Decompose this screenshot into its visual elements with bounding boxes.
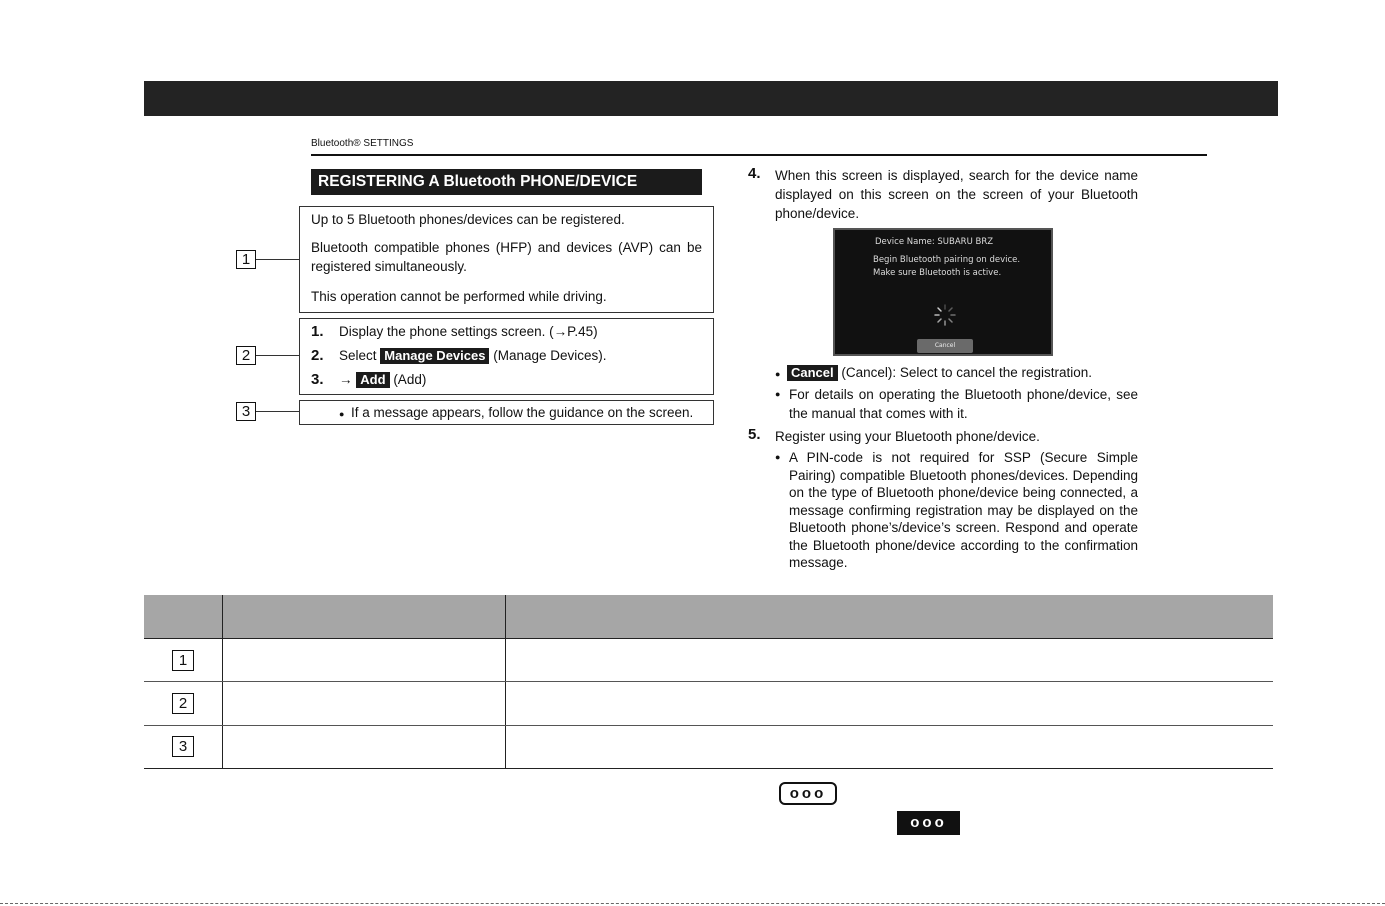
intro-line-2: Bluetooth compatible phones (HFP) and devices (AVP) can be registered simultaneously. [311,240,702,274]
details-bullet [775,385,1138,423]
details-bullet-text: For details on operating the Bluetooth phone/device, see the manual that comes with it. [789,387,1138,421]
steps-box [299,318,714,395]
ssp-bullet [775,449,1138,572]
note-box [299,400,714,425]
step-1 [311,322,706,341]
header-rule [311,154,1207,156]
bluetooth-active-note: Make sure Bluetooth is active. [873,268,1002,278]
step-2-number: 2. [311,347,324,364]
arrow-icon: → [339,372,353,387]
section-title: REGISTERING A Bluetooth PHONE/DEVICE [311,169,702,195]
add-button: Add [356,372,389,388]
loading-spinner-icon [933,303,957,327]
table-header-rule [144,638,1273,639]
ssp-bullet-text: A PIN-code is not required for SSP (Secure Simple Pairing) compatible Bluetooth phones/devices. Depending on the type of Bluetooth phone/device being connected, a message confirming registration may be displayed on the Bluetooth phone’s/device’s screen. Respond and operate the Bluetooth phone/device according to the confirmation message. [789,450,1138,570]
pairing-screen-image [833,228,1053,356]
cancel-button: Cancel [787,365,838,381]
callout-1: 1 [236,250,256,269]
cancel-bullet-text: (Cancel): Select to cancel the registration. [841,365,1093,380]
step-2-pre: Select [339,348,377,363]
note-text: If a message appears, follow the guidance on the screen. [351,405,694,420]
intro-line-3: This operation cannot be performed while driving. [311,289,607,304]
table-row-3-callout: 3 [172,736,194,757]
solid-button-symbol: ooo [897,811,960,835]
note-bullet [339,403,693,424]
cancel-bullet [775,363,1092,384]
table-bottom-rule [144,768,1273,769]
step-3-post: (Add) [393,372,427,387]
top-banner [144,81,1278,116]
table-row-2-callout: 2 [172,693,194,714]
pairing-instruction: Begin Bluetooth pairing on device. [873,255,1021,265]
intro-line-1: Up to 5 Bluetooth phones/devices can be registered. [311,212,625,227]
leader-line-3 [256,411,299,412]
step-1-text: Display the phone settings screen. (→P.45) [339,324,598,339]
step-4-text: When this screen is displayed, search for the device name displayed on this screen on the screen of your Bluetooth phone/device. [775,168,1138,221]
bullet-icon: ● [775,452,781,462]
page-header-label: Bluetooth® SETTINGS [311,138,414,149]
page-trim-line [0,903,1385,904]
callout-2: 2 [236,346,256,365]
step-1-number: 1. [311,323,324,340]
step-3 [311,370,706,389]
outlined-button-symbol: ooo [779,782,837,805]
step-2-post: (Manage Devices). [493,348,607,363]
leader-line-1 [256,259,299,260]
manage-devices-button: Manage Devices [380,348,489,364]
legend-table-header [144,595,1273,638]
bullet-icon: ● [339,409,345,419]
step-5-number: 5. [748,426,761,443]
bullet-icon: ● [775,369,781,379]
step-5-text: Register using your Bluetooth phone/device. [775,429,1040,444]
step-3-number: 3. [311,371,324,388]
table-row-1-callout: 1 [172,650,194,671]
leader-line-2 [256,355,299,356]
intro-box [299,206,714,313]
bullet-icon: ● [775,389,781,399]
device-name-label: Device Name: SUBARU BRZ [875,237,994,247]
table-row-rule-1 [144,681,1273,682]
step-4-number: 4. [748,165,761,182]
step-2 [311,346,706,365]
callout-3: 3 [236,402,256,421]
table-row-rule-2 [144,725,1273,726]
screen-cancel-button[interactable]: Cancel [917,339,973,353]
